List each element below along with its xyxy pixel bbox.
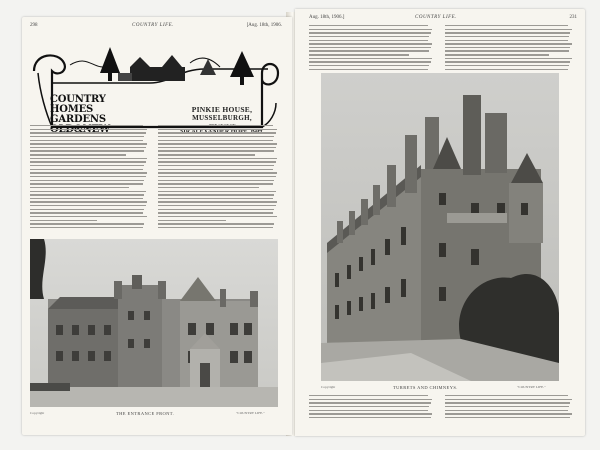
left-page-header [22, 17, 292, 31]
text-line [445, 25, 568, 26]
text-line [309, 25, 428, 26]
text-line [158, 183, 273, 184]
text-line [445, 58, 572, 59]
banner-title-line: HOMES [50, 104, 94, 115]
text-line [30, 140, 143, 141]
text-line [30, 172, 147, 173]
text-line [309, 54, 409, 55]
text-line [30, 176, 146, 177]
photo-credit: "COUNTRY LIFE." [517, 385, 546, 389]
text-line [445, 50, 569, 51]
text-line [309, 413, 432, 414]
left-page [22, 17, 292, 435]
text-line [158, 198, 273, 199]
text-line [30, 183, 143, 184]
text-line [309, 50, 429, 51]
text-line [30, 201, 147, 202]
house-name: PINKIE HOUSE, [191, 105, 253, 114]
text-line [158, 158, 277, 159]
text-line [445, 402, 570, 403]
text-line [158, 125, 273, 126]
photo-caption: THE ENTRANCE FRONT. [116, 411, 175, 416]
text-line [30, 220, 97, 221]
text-line [158, 180, 274, 181]
left-body-column-1 [30, 125, 148, 231]
text-line [445, 43, 572, 44]
text-line [445, 69, 568, 70]
turrets-chimneys-photo [321, 73, 559, 381]
text-line [309, 410, 428, 411]
text-line [309, 36, 429, 37]
text-line [158, 172, 277, 173]
text-line [445, 36, 569, 37]
text-line [309, 32, 431, 33]
text-line [309, 402, 431, 403]
text-line [309, 40, 428, 41]
text-line [30, 129, 147, 130]
running-title: COUNTRY LIFE. [415, 15, 457, 20]
text-line [158, 169, 273, 170]
text-line [158, 136, 274, 137]
photo-credit: Copyright [30, 411, 45, 415]
text-line [158, 191, 276, 192]
text-line [158, 150, 274, 151]
text-line [309, 47, 431, 48]
text-line [30, 212, 143, 213]
text-line [30, 191, 146, 192]
right-body-column-2 [445, 25, 573, 72]
right-body-column-4 [445, 395, 573, 420]
text-line [158, 223, 274, 224]
text-line [30, 223, 144, 224]
right-body-column-3 [309, 395, 433, 420]
text-line [30, 136, 144, 137]
right-page-header [295, 9, 585, 23]
banner-title-line: GARDENS [50, 114, 106, 125]
text-line [30, 209, 144, 210]
text-line [445, 417, 570, 418]
issue-date: Aug. 18th, 1906.] [309, 15, 345, 20]
text-line [30, 158, 147, 159]
text-line [445, 32, 570, 33]
text-line [158, 212, 273, 213]
text-line [30, 205, 146, 206]
text-line [158, 154, 255, 155]
text-line [309, 65, 429, 66]
text-line [30, 169, 143, 170]
page-number: 231 [569, 15, 577, 20]
text-line [30, 180, 144, 181]
text-line [30, 154, 126, 155]
text-line [445, 40, 568, 41]
text-line [445, 47, 570, 48]
text-line [30, 216, 147, 217]
house-place: MUSSELBURGH, [192, 114, 252, 122]
text-line [30, 150, 144, 151]
banner-title-line: COUNTRY [50, 94, 106, 105]
text-line [30, 165, 144, 166]
text-line [309, 43, 432, 44]
text-line [158, 216, 277, 217]
right-page [295, 9, 585, 436]
photo-caption: TURRETS AND CHIMNEYS. [393, 385, 458, 390]
text-line [158, 140, 273, 141]
text-line [158, 165, 274, 166]
text-line [158, 205, 276, 206]
text-line [158, 209, 274, 210]
issue-date: [Aug. 18th, 1906. [246, 23, 282, 28]
text-line [445, 29, 572, 30]
photo-credit: Copyright [321, 385, 336, 389]
text-line [445, 54, 549, 55]
text-line [30, 147, 146, 148]
text-line [445, 61, 570, 62]
text-line [30, 194, 144, 195]
text-line [309, 417, 431, 418]
text-line [30, 198, 143, 199]
text-line [158, 187, 259, 188]
text-line [309, 406, 429, 407]
text-line [158, 227, 273, 228]
page-number: 298 [30, 23, 38, 28]
text-line [445, 395, 568, 396]
text-line [309, 58, 432, 59]
text-line [158, 194, 274, 195]
text-line [158, 143, 277, 144]
entrance-front-photo [30, 239, 278, 407]
text-line [309, 399, 432, 400]
text-line [30, 227, 143, 228]
text-line [30, 187, 129, 188]
text-line [158, 220, 226, 221]
text-line [445, 65, 569, 66]
article-banner [30, 43, 282, 135]
text-line [445, 413, 572, 414]
text-line [309, 61, 431, 62]
text-line [30, 132, 146, 133]
right-body-column-1 [309, 25, 433, 72]
text-line [445, 399, 572, 400]
text-line [30, 143, 147, 144]
text-line [158, 176, 276, 177]
running-title: COUNTRY LIFE. [132, 23, 174, 28]
text-line [445, 410, 568, 411]
text-line [158, 161, 276, 162]
text-line [309, 69, 428, 70]
text-line [309, 29, 432, 30]
text-line [158, 147, 276, 148]
photo-credit: "COUNTRY LIFE." [236, 411, 265, 415]
text-line [445, 406, 569, 407]
text-line [158, 132, 276, 133]
text-line [309, 395, 428, 396]
left-body-column-2 [158, 125, 278, 231]
text-line [30, 125, 143, 126]
text-line [158, 201, 277, 202]
text-line [30, 161, 146, 162]
text-line [158, 129, 277, 130]
